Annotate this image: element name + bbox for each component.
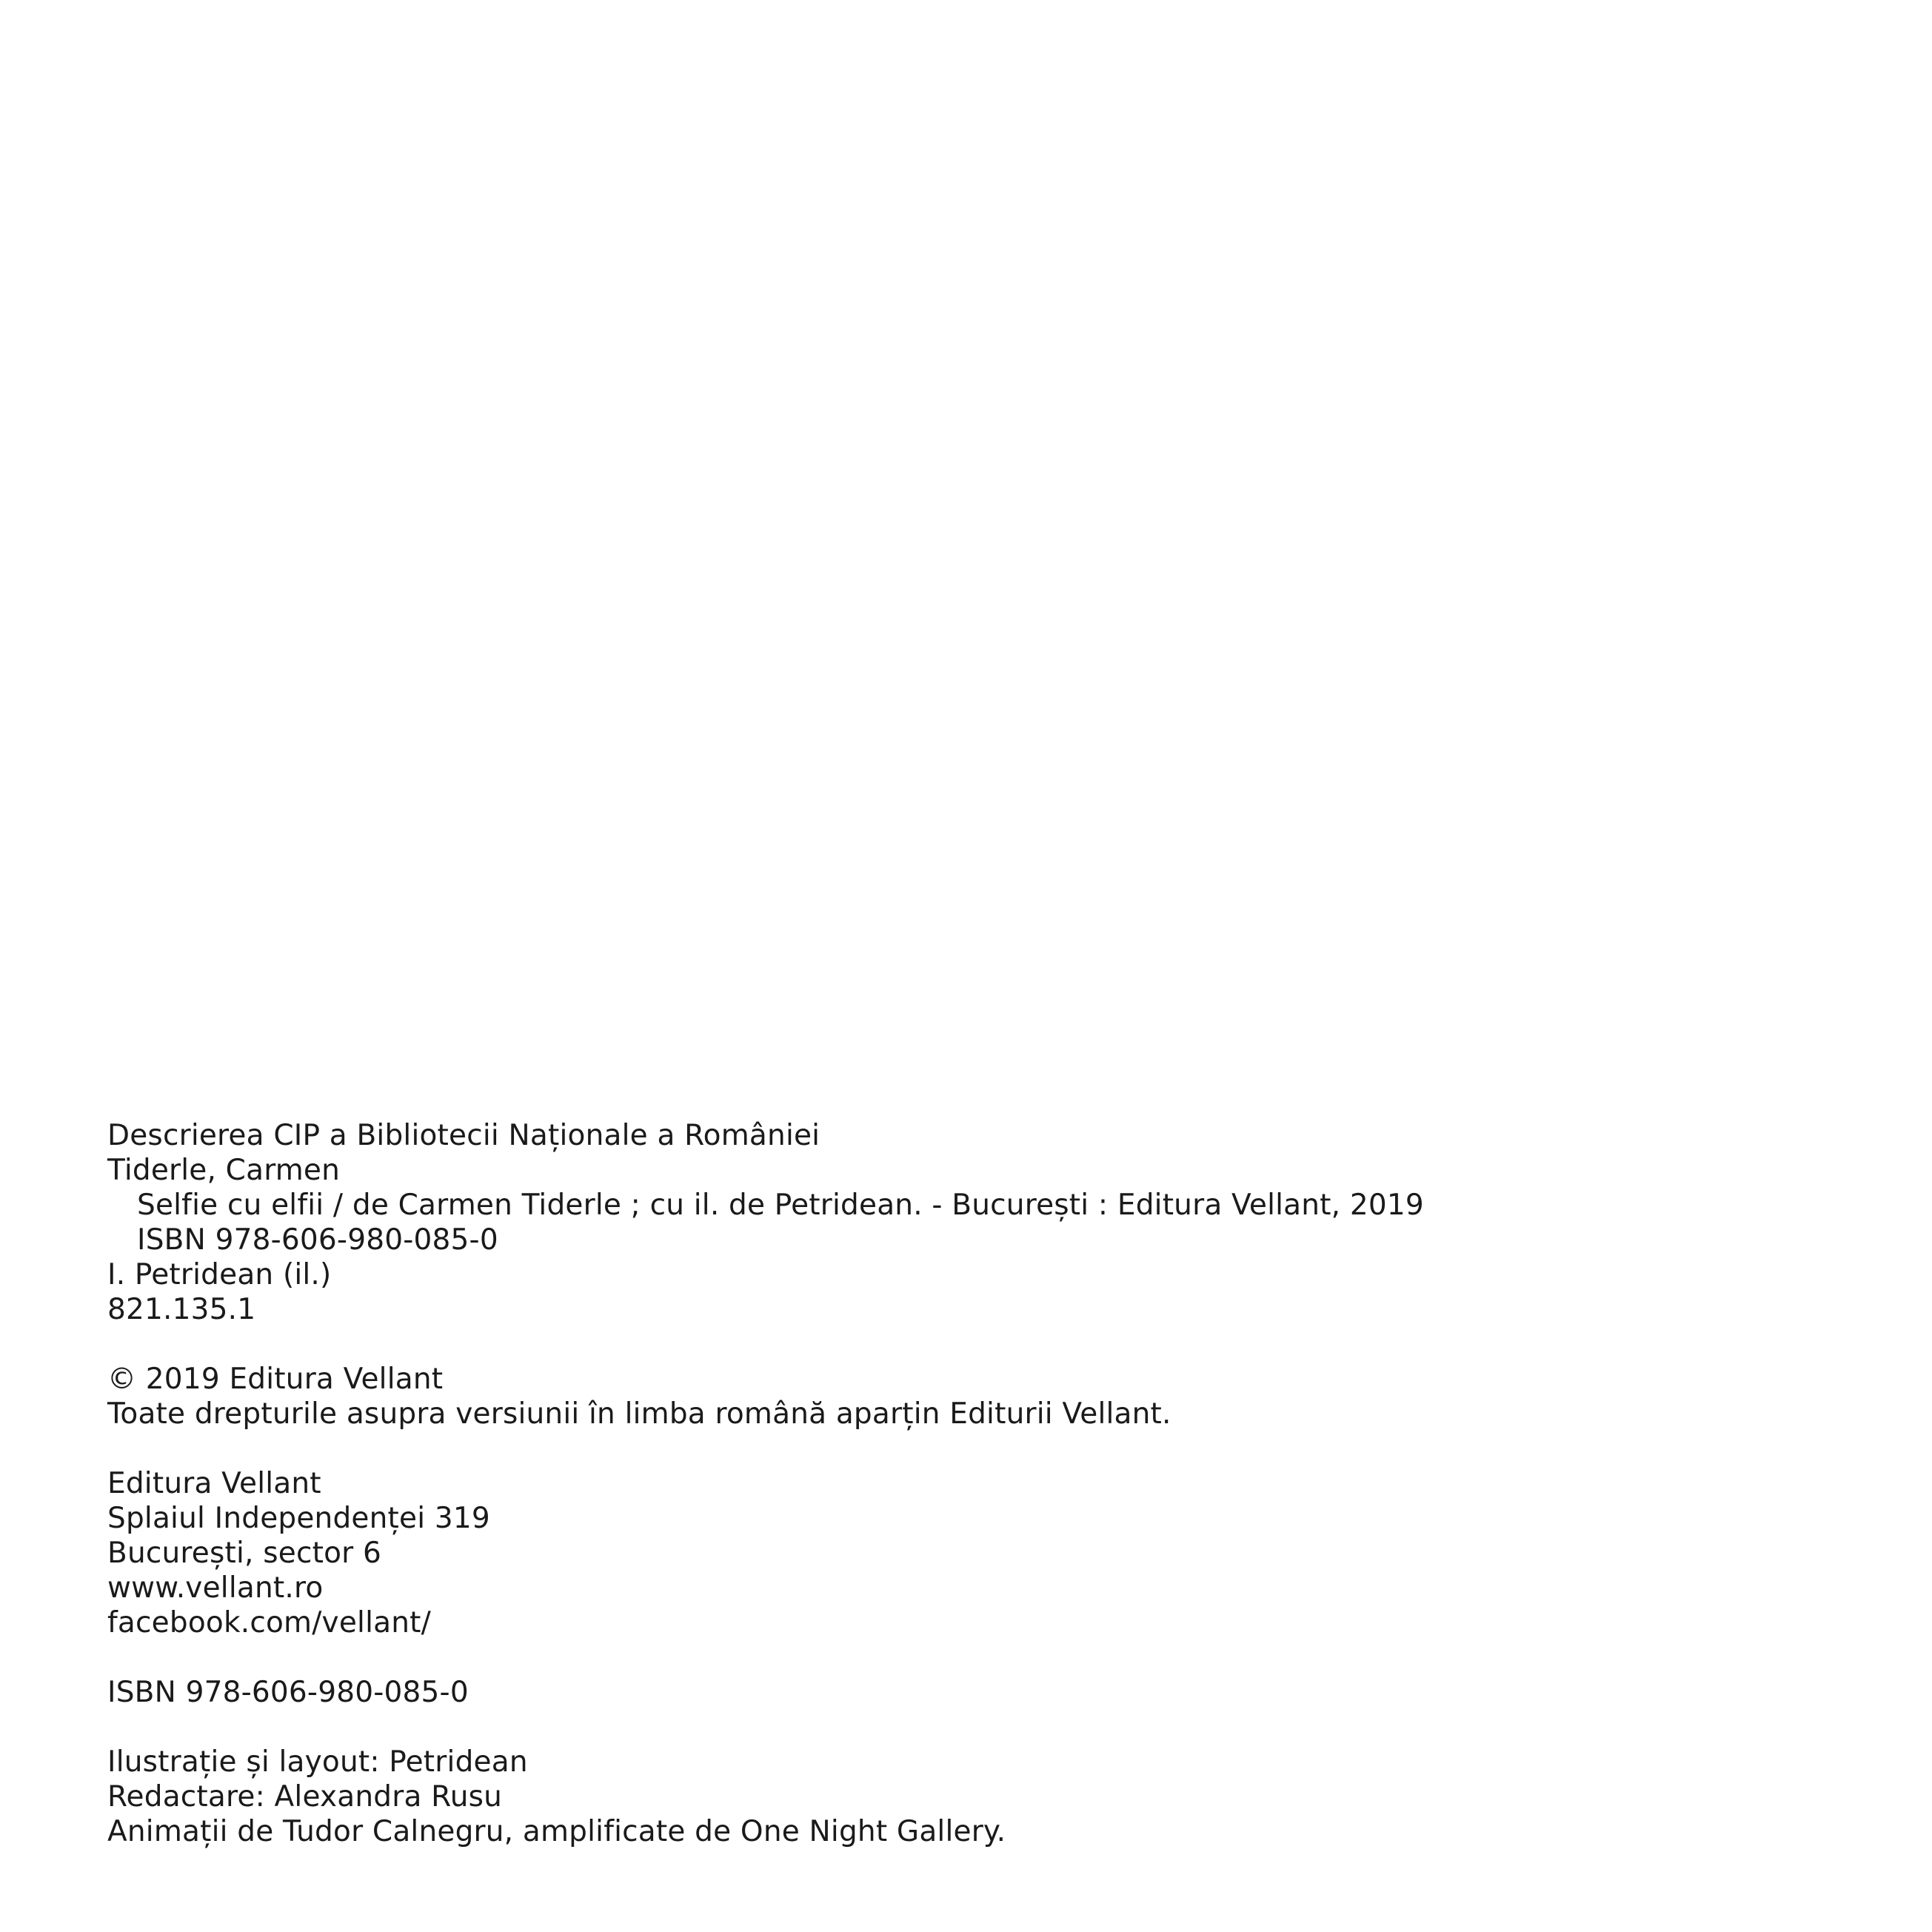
cip-classification: 821.135.1 xyxy=(107,1293,256,1326)
spacer xyxy=(107,1431,1811,1466)
cip-isbn: ISBN 978-606-980-085-0 xyxy=(137,1223,498,1257)
publisher-city: București, sector 6 xyxy=(107,1537,381,1570)
cip-illustrator: I. Petridean (il.) xyxy=(107,1258,332,1291)
spacer xyxy=(107,1710,1811,1745)
publisher-website: www.vellant.ro xyxy=(107,1571,324,1605)
isbn-line: ISBN 978-606-980-085-0 xyxy=(107,1676,469,1709)
copyright-rights: Toate drepturile asupra versiunii în limba română aparțin Editurii Vellant. xyxy=(107,1397,1171,1431)
cip-author: Tiderle, Carmen xyxy=(107,1154,341,1187)
credit-animation: Animații de Tudor Calnegru, amplificate de One Night Gallery. xyxy=(107,1815,1006,1848)
cip-heading: Descrierea CIP a Bibliotecii Naționale a României xyxy=(107,1119,820,1152)
cip-title-line: Selfie cu elfii / de Carmen Tiderle ; cu il. de Petridean. - București : Editura Vellant, 2019 xyxy=(137,1189,1424,1222)
copyright-notice: © 2019 Editura Vellant xyxy=(107,1363,444,1396)
credit-editing: Redactare: Alexandra Rusu xyxy=(107,1780,503,1814)
spacer xyxy=(107,1327,1811,1362)
publisher-name: Editura Vellant xyxy=(107,1467,321,1500)
publisher-street: Splaiul Independenței 319 xyxy=(107,1502,490,1535)
colophon xyxy=(107,1118,1811,1849)
publisher-facebook: facebook.com/vellant/ xyxy=(107,1606,431,1639)
spacer xyxy=(107,1640,1811,1675)
credit-illustration: Ilustrație și layout: Petridean xyxy=(107,1745,528,1779)
